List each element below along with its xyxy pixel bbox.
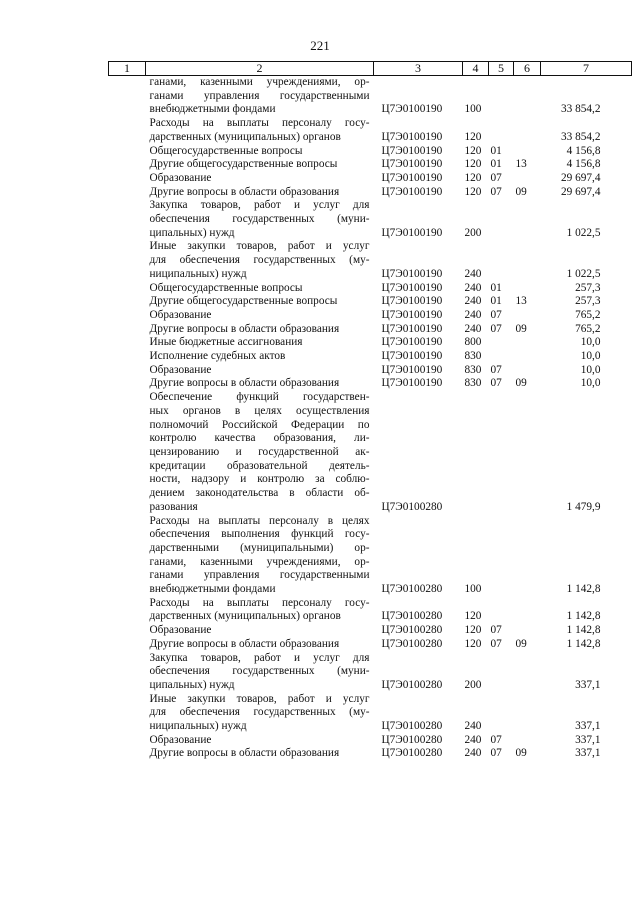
amount-cell: 1 479,9 — [566, 500, 601, 513]
expense-name-line: Закупка товаров, работ и услуг для — [149, 199, 370, 212]
row-number-cell — [109, 734, 146, 748]
target-article-code-cell: Ц7Э0100280 — [381, 624, 443, 637]
section-code-cell: 07 — [490, 624, 502, 637]
expense-type-cell: 120 — [464, 144, 482, 157]
row-number-cell — [109, 350, 146, 364]
subsection-code-cell — [514, 693, 541, 734]
expense-name-line: ганами, казенными учреждениями, ор- — [149, 555, 370, 568]
table-row — [109, 186, 632, 200]
target-article-code-cell: Ц7Э0100190 — [381, 363, 443, 376]
amount-cell: 10,0 — [580, 377, 601, 390]
expense-name-cell — [146, 282, 374, 296]
column-number-6: 6 — [514, 62, 541, 76]
section-code-cell — [489, 391, 514, 514]
subsection-code-cell: 09 — [515, 637, 527, 650]
row-number-cell — [109, 364, 146, 378]
subsection-code-cell: 09 — [515, 747, 527, 760]
target-article-code-cell: Ц7Э0100190 — [381, 103, 443, 116]
expense-name-cell — [146, 391, 374, 514]
expense-name-cell — [146, 309, 374, 323]
subsection-code-cell — [514, 597, 541, 624]
expense-name-line: дарственных (муниципальных) органов — [149, 610, 341, 623]
subsection-code-cell — [514, 364, 541, 378]
budget-table-container — [108, 61, 631, 761]
expense-name-line: внебюджетными фондами — [149, 103, 276, 116]
expense-name-cell — [146, 652, 374, 693]
target-article-code-cell: Ц7Э0100280 — [381, 637, 443, 650]
target-article-code-cell: Ц7Э0100190 — [381, 281, 443, 294]
expense-type-cell: 240 — [464, 733, 482, 746]
amount-cell: 10,0 — [580, 336, 601, 349]
section-code-cell: 07 — [490, 171, 502, 184]
table-row — [109, 652, 632, 693]
row-number-cell — [109, 117, 146, 144]
expense-type-cell: 240 — [464, 267, 482, 280]
column-number-1: 1 — [109, 62, 146, 76]
amount-cell: 33 854,2 — [560, 103, 601, 116]
amount-cell: 33 854,2 — [560, 130, 601, 143]
expense-name-cell — [146, 158, 374, 172]
target-article-code-cell: Ц7Э0100190 — [381, 185, 443, 198]
expense-name-line: Иные закупки товаров, работ и услуг — [149, 692, 370, 705]
table-row — [109, 734, 632, 748]
column-number-3: 3 — [374, 62, 463, 76]
column-number-4: 4 — [463, 62, 489, 76]
row-number-cell — [109, 597, 146, 624]
section-code-cell: 01 — [490, 281, 502, 294]
subsection-code-cell — [514, 391, 541, 514]
subsection-code-cell — [514, 515, 541, 597]
expense-name-line: ных органов в целях осуществления — [149, 404, 370, 417]
expense-name-cell — [146, 624, 374, 638]
expense-name-line: Образование — [149, 363, 212, 376]
table-row — [109, 145, 632, 159]
expense-type-cell: 830 — [464, 363, 482, 376]
expense-type-cell: 800 — [464, 336, 482, 349]
expense-name-line: Другие вопросы в области образования — [149, 185, 340, 198]
target-article-code-cell: Ц7Э0100190 — [381, 295, 443, 308]
row-number-cell — [109, 515, 146, 597]
column-number-header-row — [109, 62, 632, 76]
row-number-cell — [109, 76, 146, 118]
expense-name-cell — [146, 336, 374, 350]
section-code-cell — [489, 515, 514, 597]
expense-name-line: ганами управления государственными — [149, 569, 370, 582]
target-article-code-cell: Ц7Э0100190 — [381, 336, 443, 349]
section-code-cell: 07 — [490, 733, 502, 746]
amount-cell: 337,1 — [575, 733, 601, 746]
amount-cell: 337,1 — [575, 747, 601, 760]
expense-name-cell — [146, 76, 374, 118]
table-row — [109, 172, 632, 186]
table-body — [109, 76, 632, 762]
section-code-cell: 07 — [490, 747, 502, 760]
table-row — [109, 282, 632, 296]
expense-type-cell: 200 — [464, 226, 482, 239]
section-code-cell — [489, 652, 514, 693]
section-code-cell: 01 — [490, 295, 502, 308]
expense-name-line: ганами, казенными учреждениями, ор- — [149, 76, 370, 88]
target-article-code-cell: Ц7Э0100190 — [381, 308, 443, 321]
subsection-code-cell — [514, 145, 541, 159]
amount-cell: 1 142,8 — [566, 637, 601, 650]
expense-name-line: дарственных (муниципальных) органов — [149, 130, 341, 143]
expense-name-line: для обеспечения государственных (му- — [149, 706, 370, 719]
section-code-cell: 07 — [490, 308, 502, 321]
subsection-code-cell: 13 — [515, 295, 527, 308]
expense-name-line: Другие вопросы в области образования — [149, 322, 340, 335]
target-article-code-cell: Ц7Э0100190 — [381, 144, 443, 157]
amount-cell: 29 697,4 — [560, 185, 601, 198]
expense-type-cell: 240 — [464, 720, 482, 733]
subsection-code-cell — [514, 734, 541, 748]
subsection-code-cell — [514, 336, 541, 350]
subsection-code-cell — [514, 624, 541, 638]
target-article-code-cell: Ц7Э0100190 — [381, 130, 443, 143]
expense-name-cell — [146, 515, 374, 597]
section-code-cell: 01 — [490, 144, 502, 157]
column-number-7: 7 — [541, 62, 632, 76]
row-number-cell — [109, 309, 146, 323]
expense-name-line: Другие вопросы в области образования — [149, 377, 340, 390]
amount-cell: 29 697,4 — [560, 171, 601, 184]
target-article-code-cell: Ц7Э0100280 — [381, 583, 443, 596]
table-row — [109, 117, 632, 144]
subsection-code-cell — [514, 76, 541, 118]
expense-name-line: обеспечения государственных (муни- — [149, 213, 370, 226]
table-row — [109, 158, 632, 172]
row-number-cell — [109, 323, 146, 337]
expense-name-cell — [146, 638, 374, 652]
expense-type-cell: 100 — [464, 103, 482, 116]
section-code-cell — [489, 76, 514, 118]
section-code-cell — [489, 199, 514, 240]
column-number-5: 5 — [489, 62, 514, 76]
section-code-cell — [489, 693, 514, 734]
row-number-cell — [109, 377, 146, 391]
expense-type-cell: 120 — [464, 171, 482, 184]
expense-name-line: дарственными (муниципальными) ор- — [149, 541, 370, 554]
expense-name-line: обеспечения государственных (муни- — [149, 665, 370, 678]
target-article-code-cell: Ц7Э0100280 — [381, 610, 443, 623]
expense-name-cell — [146, 145, 374, 159]
expense-name-line: Общегосударственные вопросы — [149, 281, 303, 294]
table-row — [109, 76, 632, 118]
subsection-code-cell: 09 — [515, 322, 527, 335]
expense-name-cell — [146, 295, 374, 309]
expense-name-line: Образование — [149, 733, 212, 746]
target-article-code-cell: Ц7Э0100280 — [381, 733, 443, 746]
amount-cell: 765,2 — [575, 322, 601, 335]
table-row — [109, 693, 632, 734]
expense-name-line: Другие общегосударственные вопросы — [149, 295, 338, 308]
row-number-cell — [109, 282, 146, 296]
expense-type-cell: 240 — [464, 747, 482, 760]
section-code-cell: 07 — [490, 322, 502, 335]
section-code-cell — [489, 350, 514, 364]
target-article-code-cell: Ц7Э0100190 — [381, 350, 443, 363]
amount-cell: 1 142,8 — [566, 624, 601, 637]
subsection-code-cell — [514, 282, 541, 296]
table-row — [109, 364, 632, 378]
expense-name-line: цензированию и государственной ак- — [149, 445, 370, 458]
expense-type-cell: 120 — [464, 624, 482, 637]
table-row — [109, 323, 632, 337]
row-number-cell — [109, 391, 146, 514]
row-number-cell — [109, 145, 146, 159]
expense-type-cell: 240 — [464, 295, 482, 308]
expense-name-cell — [146, 323, 374, 337]
row-number-cell — [109, 624, 146, 638]
table-row — [109, 515, 632, 597]
expense-name-cell — [146, 734, 374, 748]
expense-name-line: Образование — [149, 308, 212, 321]
section-code-cell: 07 — [490, 185, 502, 198]
subsection-code-cell: 09 — [515, 377, 527, 390]
expense-name-line: контролю качества образования, ли- — [149, 432, 370, 445]
expense-name-cell — [146, 117, 374, 144]
table-row — [109, 199, 632, 240]
subsection-code-cell — [514, 117, 541, 144]
expense-name-line: ниципальных) нужд — [149, 720, 247, 733]
expense-type-cell: 120 — [464, 158, 482, 171]
expense-name-line: Расходы на выплаты персоналу госу- — [149, 117, 370, 130]
amount-cell: 257,3 — [575, 295, 601, 308]
table-row — [109, 350, 632, 364]
expense-name-cell — [146, 747, 374, 761]
amount-cell: 337,1 — [575, 720, 601, 733]
expense-type-cell — [463, 391, 489, 514]
row-number-cell — [109, 638, 146, 652]
table-row — [109, 240, 632, 281]
row-number-cell — [109, 747, 146, 761]
expense-name-line: для обеспечения государственных (му- — [149, 254, 370, 267]
subsection-code-cell — [514, 172, 541, 186]
amount-cell: 337,1 — [575, 678, 601, 691]
budget-table — [108, 61, 632, 761]
row-number-cell — [109, 199, 146, 240]
row-number-cell — [109, 158, 146, 172]
amount-cell: 4 156,8 — [566, 144, 601, 157]
row-number-cell — [109, 186, 146, 200]
expense-type-cell: 830 — [464, 350, 482, 363]
expense-name-line: полномочий Российской Федерации по — [149, 418, 370, 431]
row-number-cell — [109, 172, 146, 186]
amount-cell: 1 022,5 — [566, 267, 601, 280]
table-row — [109, 295, 632, 309]
subsection-code-cell: 13 — [515, 158, 527, 171]
expense-name-cell — [146, 186, 374, 200]
expense-name-line: дением законодательства в области об- — [149, 487, 370, 500]
expense-name-line: Иные бюджетные ассигнования — [149, 336, 303, 349]
subsection-code-cell — [514, 199, 541, 240]
target-article-code-cell: Ц7Э0100190 — [381, 267, 443, 280]
section-code-cell — [489, 336, 514, 350]
row-number-cell — [109, 693, 146, 734]
table-row — [109, 624, 632, 638]
table-row — [109, 597, 632, 624]
expense-type-cell: 120 — [464, 610, 482, 623]
expense-name-line: Иные закупки товаров, работ и услуг — [149, 240, 370, 253]
section-code-cell: 07 — [490, 363, 502, 376]
expense-name-line: Обеспечение функций государствен- — [149, 391, 370, 404]
amount-cell: 257,3 — [575, 281, 601, 294]
amount-cell: 765,2 — [575, 308, 601, 321]
expense-type-cell: 830 — [464, 377, 482, 390]
section-code-cell: 07 — [490, 377, 502, 390]
row-number-cell — [109, 652, 146, 693]
expense-name-cell — [146, 240, 374, 281]
expense-type-cell: 240 — [464, 322, 482, 335]
column-number-2: 2 — [146, 62, 374, 76]
expense-name-cell — [146, 350, 374, 364]
target-article-code-cell: Ц7Э0100280 — [381, 500, 443, 513]
subsection-code-cell — [514, 652, 541, 693]
target-article-code-cell: Ц7Э0100190 — [381, 226, 443, 239]
expense-name-line: Исполнение судебных актов — [149, 350, 286, 363]
section-code-cell — [489, 597, 514, 624]
table-row — [109, 377, 632, 391]
expense-name-line: ности, надзору и контролю за соблю- — [149, 473, 370, 486]
expense-type-cell: 100 — [464, 583, 482, 596]
expense-name-line: ниципальных) нужд — [149, 267, 247, 280]
expense-type-cell: 120 — [464, 130, 482, 143]
amount-cell: 10,0 — [580, 350, 601, 363]
expense-name-cell — [146, 597, 374, 624]
target-article-code-cell: Ц7Э0100280 — [381, 747, 443, 760]
expense-name-line: обеспечения выполнения функций госу- — [149, 528, 370, 541]
page-number: 221 — [310, 38, 330, 53]
expense-name-line: Образование — [149, 624, 212, 637]
amount-cell: 4 156,8 — [566, 158, 601, 171]
expense-name-line: Другие вопросы в области образования — [149, 747, 340, 760]
expense-type-cell: 240 — [464, 308, 482, 321]
table-row — [109, 309, 632, 323]
expense-name-cell — [146, 172, 374, 186]
expense-name-line: Другие общегосударственные вопросы — [149, 158, 338, 171]
expense-name-line: Расходы на выплаты персоналу госу- — [149, 596, 370, 609]
section-code-cell — [489, 117, 514, 144]
subsection-code-cell — [514, 240, 541, 281]
expense-name-line: Общегосударственные вопросы — [149, 144, 303, 157]
row-number-cell — [109, 295, 146, 309]
section-code-cell — [489, 240, 514, 281]
target-article-code-cell: Ц7Э0100190 — [381, 377, 443, 390]
expense-type-cell: 120 — [464, 637, 482, 650]
expense-name-cell — [146, 364, 374, 378]
subsection-code-cell — [514, 350, 541, 364]
section-code-cell: 01 — [490, 158, 502, 171]
expense-name-cell — [146, 693, 374, 734]
expense-name-line: разования — [149, 500, 198, 513]
expense-name-line: Закупка товаров, работ и услуг для — [149, 651, 370, 664]
amount-cell: 1 142,8 — [566, 610, 601, 623]
row-number-cell — [109, 336, 146, 350]
table-row — [109, 638, 632, 652]
amount-cell: 10,0 — [580, 363, 601, 376]
expense-name-line: ципальных) нужд — [149, 226, 235, 239]
expense-name-cell — [146, 377, 374, 391]
amount-cell: 1 142,8 — [566, 583, 601, 596]
target-article-code-cell: Ц7Э0100280 — [381, 720, 443, 733]
amount-cell: 1 022,5 — [566, 226, 601, 239]
expense-type-cell: 200 — [464, 678, 482, 691]
target-article-code-cell: Ц7Э0100190 — [381, 171, 443, 184]
expense-name-line: Расходы на выплаты персоналу в целях — [149, 514, 370, 527]
expense-type-cell: 240 — [464, 281, 482, 294]
expense-name-line: ципальных) нужд — [149, 678, 235, 691]
row-number-cell — [109, 240, 146, 281]
expense-name-line: внебюджетными фондами — [149, 583, 276, 596]
expense-name-line: Другие вопросы в области образования — [149, 637, 340, 650]
target-article-code-cell: Ц7Э0100190 — [381, 322, 443, 335]
table-row — [109, 336, 632, 350]
table-row — [109, 747, 632, 761]
expense-name-line: кредитации образовательной деятель- — [149, 459, 370, 472]
target-article-code-cell: Ц7Э0100280 — [381, 678, 443, 691]
expense-name-line: ганами управления государственными — [149, 89, 370, 102]
table-row — [109, 391, 632, 514]
subsection-code-cell: 09 — [515, 185, 527, 198]
expense-name-line: Образование — [149, 171, 212, 184]
section-code-cell: 07 — [490, 637, 502, 650]
subsection-code-cell — [514, 309, 541, 323]
target-article-code-cell: Ц7Э0100190 — [381, 158, 443, 171]
expense-name-cell — [146, 199, 374, 240]
expense-type-cell: 120 — [464, 185, 482, 198]
